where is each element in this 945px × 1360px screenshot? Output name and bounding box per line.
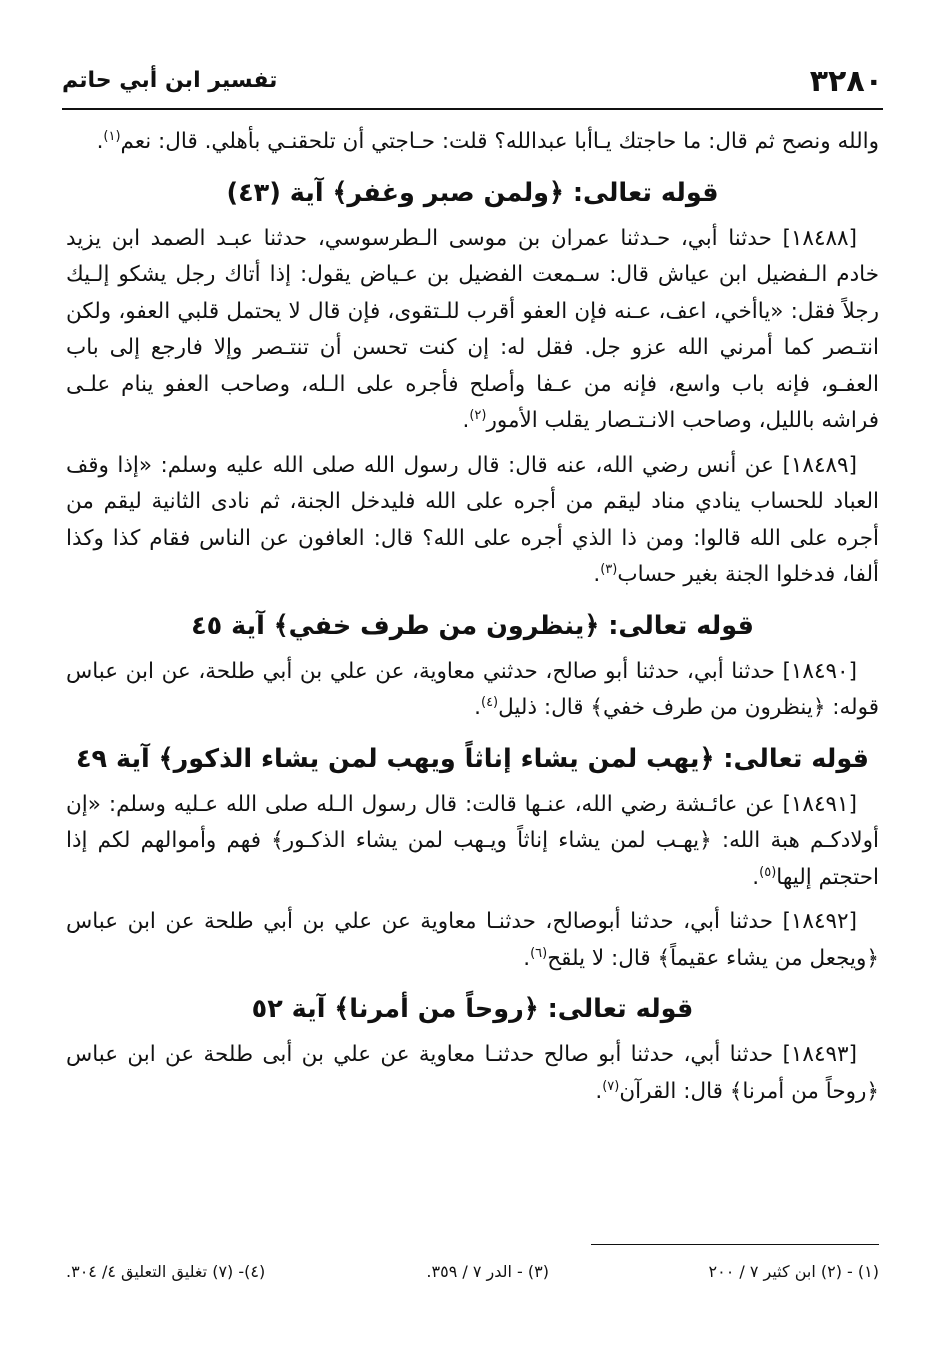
footnote-3: (٣) - الدر ٧ / ٣٥٩. xyxy=(426,1262,549,1281)
footnote-ref: (١) xyxy=(103,128,121,144)
page-header xyxy=(62,58,883,106)
footnote-ref: (٣) xyxy=(600,561,618,577)
narration-18490: [١٨٤٩٠] حدثنا أبي، حدثنا أبو صالح، حدثني معاوية، عن علي بن أبي طلحة، عن ابن عباس قوله: ﴿ينظرون من طرف خفي﴾ قال: ذليل$^{(٤)}$. xyxy=(66,658,879,720)
footnote-4-7: (٤)- (٧) تغليق التعليق ٤/ ٣٠٤. xyxy=(66,1262,266,1281)
narration-18488: [١٨٤٨٨] حدثنا أبي، حـدثنا عمران بن موسى الـطرسوسي، حدثنا عبـد الصمد ابن يزيد خادم الـفضيل ابن عياش قال: سـمعت الفضيل بن عـياض يقول: إذا أتاك رجل يشكو إلـيك رجلاً فقل: «ياأخي، اعف، عـنه فإن العفو أقرب للـتقوى، فإن قال لا يحتمل قلبي العفو، ولكن انتـصر كما أمرني الله عزو جل. فقل له: إن كنت تحسن أن تنتـصر وإلا فارجع إلى باب العفـو، فإنه باب واسع، فإنه من عـفا وأصلح فأجره على الـله، وصاحب العفو ينام علـى فراشه بالليل، وصاحب الانـتـصار يقلب الأمور$^{(٢)}$. xyxy=(66,225,879,433)
main-text xyxy=(66,124,879,1118)
verse-heading-52: قوله تعالى: ﴿روحاً من أمرنا﴾ آية ٥٢ xyxy=(251,994,694,1024)
verse-heading-49: قوله تعالى: ﴿يهب لمن يشاء إناثاً ويهب لمن يشاء الذكور﴾ آية ٤٩ xyxy=(75,743,870,774)
narration-18492: [١٨٤٩٢] حدثنا أبي، حدثنا أبوصالح، حدثنـا معاوية عن علي بن أبي طلحة عن ابن عباس ﴿ويجعل من يشاء عقيماً﴾ قال: لا يلقح$^{(٦)}$. xyxy=(66,909,879,971)
narration-18491: [١٨٤٩١] عن عائـشة رضي الله، عنـها قالت: قال رسول الـله صلى الله عـليه وسلم: «إن أولادكـم هبة الله: ﴿يهـب لمن يشاء إناثاً ويـهب لمن يشاء الذكـور﴾ فهم وأموالهم لكم إذا احتجتم إليها$^{(٥)}$. xyxy=(66,791,879,890)
header-divider xyxy=(62,108,883,110)
footnote-ref: (٧) xyxy=(602,1078,620,1094)
footnote-ref: (٦) xyxy=(530,945,548,961)
paragraph-continuation: والله ونصح ثم قال: ما حاجتك يـاأبا عبدالله؟ قلت: حـاجتي أن تلحقنـي بأهلي. قال: نعم$^{(١)}$. xyxy=(96,128,879,154)
narration-18489: [١٨٤٨٩] عن أنس رضي الله، عنه قال: قال رسول الله صلى الله عليه وسلم: «إذا وقف العباد للحساب ينادي مناد ليقم من أجره على الله فليدخل الجنة، ثم نادى الثانية ليقم من أجره على الله قالوا: ومن ذا الذي أجره على الله؟ قال: العافون عن الناس فقام كذا وكذا ألفا، فدخلوا الجنة بغير حساب$^{(٣)}$. xyxy=(66,452,879,587)
footnote-divider xyxy=(591,1244,879,1245)
page-number: ٣٢٨٠ xyxy=(809,64,883,99)
verse-heading-45: قوله تعالى: ﴿ينظرون من طرف خفي﴾ آية ٤٥ xyxy=(191,610,754,641)
footnote-1-2: (١) - (٢) ابن كثير ٧ / ٢٠٠ xyxy=(708,1262,879,1281)
running-title: تفسير ابن أبي حاتم xyxy=(62,68,278,93)
footnote-ref: (٥) xyxy=(759,864,777,880)
verse-heading-43: قوله تعالى: ﴿ولمن صبر وغفر﴾ آية (٤٣) xyxy=(226,177,719,208)
footnote-ref: (٤) xyxy=(480,694,499,710)
footnote-ref: (٢) xyxy=(469,407,487,423)
narration-18493: [١٨٤٩٣] حدثنا أبي، حدثنا أبو صالح حدثنـا معاوية عن علي بن أبى طلحة عن ابن عباس ﴿روحاً من أمرنا﴾ قال: القرآن$^{(٧)}$. xyxy=(66,1042,879,1104)
footnotes xyxy=(66,1262,879,1292)
